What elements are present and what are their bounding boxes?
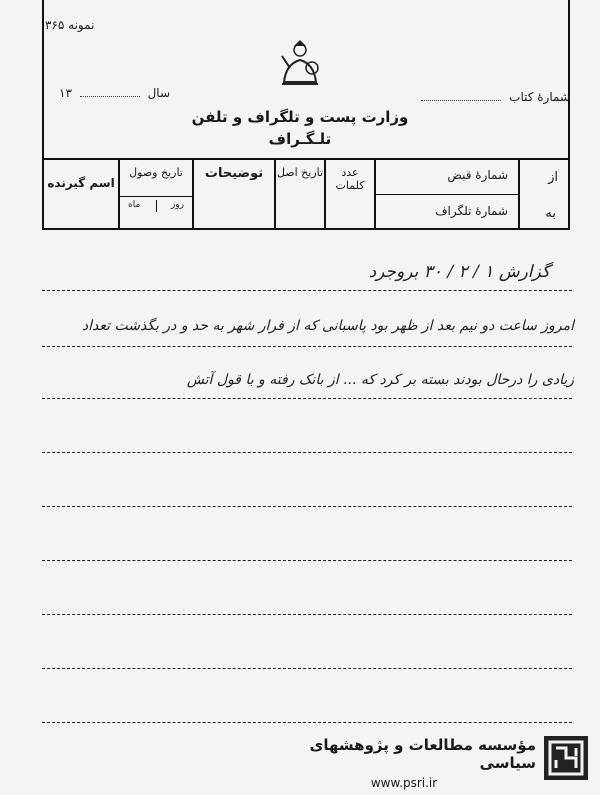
institute-logo-icon <box>544 736 588 780</box>
ruled-line <box>42 452 572 453</box>
origin-date-cell <box>274 160 324 228</box>
to-label: به <box>545 206 556 221</box>
notes-cell <box>192 160 274 228</box>
telegraph-number-label: شمارهٔ تلگراف <box>435 204 508 218</box>
recipient-label: اسم گیرنده <box>47 176 115 190</box>
ruled-line <box>42 614 572 615</box>
lion-and-sun-emblem-icon <box>272 38 328 94</box>
ruled-line <box>42 668 572 669</box>
from-label: از <box>548 170 558 185</box>
book-number-label: شمارهٔ کتاب <box>509 90 570 104</box>
arrival-date-cell <box>118 160 192 228</box>
ruled-line <box>42 346 572 347</box>
handwritten-line-1: گزارش ۱ / ۲ / ۳۰ بروجرد <box>368 262 550 282</box>
day-label: روز <box>170 200 184 210</box>
year-dots <box>80 96 140 97</box>
ruled-line <box>42 290 572 291</box>
notes-label: توضیحات <box>204 166 264 181</box>
institute-url: www.psri.ir <box>370 776 438 790</box>
origin-date-label: تاریخ اصل <box>276 166 324 179</box>
year-value: ۱۳ <box>59 86 72 100</box>
numbers-cell <box>374 160 518 228</box>
receipt-number-label: شمارهٔ قبض <box>447 168 508 182</box>
ruled-line <box>42 722 572 723</box>
telegraph-title: تلـگـراف <box>268 130 332 148</box>
ministry-title: وزارت پست و تلگراف و تلفن <box>191 108 409 126</box>
word-count-cell <box>324 160 374 228</box>
book-number-row <box>410 90 570 104</box>
institute-footer <box>272 736 536 790</box>
book-number-dots <box>421 100 501 101</box>
from-to-cell <box>518 160 568 228</box>
year-row <box>50 86 170 100</box>
telegram-header-table <box>42 158 570 230</box>
ruled-line <box>42 560 572 561</box>
handwritten-line-2: امروز ساعت دو نیم بعد از ظهر بود پاسبانی که از فرار شهر به حد و در بگذشت تعداد <box>81 318 574 334</box>
handwritten-line-3: زیادی را درحال بودند بسته بر کرد که ... از بانک رفته و با قول آتش <box>186 372 574 388</box>
year-label: سال <box>147 86 170 100</box>
word-count-label: عدد کلمات <box>335 166 365 192</box>
ruled-line <box>42 398 572 399</box>
recipient-cell <box>44 160 118 228</box>
institute-name: مؤسسه مطالعات و پژوهشهای سیاسی <box>309 736 536 772</box>
ruled-line <box>42 506 572 507</box>
arrival-date-label: تاریخ وصول <box>129 166 183 179</box>
form-number: نمونه ۳۶۵ <box>45 18 95 32</box>
month-label: ماه <box>128 200 141 210</box>
